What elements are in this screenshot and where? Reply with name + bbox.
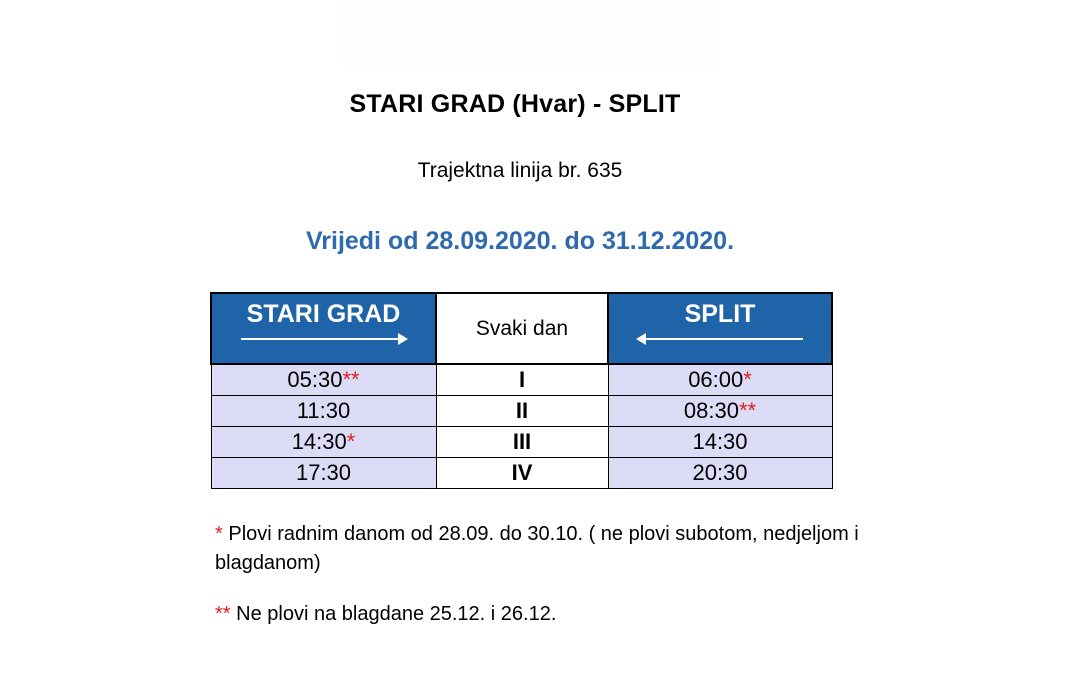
footnote-mark: * xyxy=(346,429,356,454)
departure-time: 05:30 xyxy=(287,367,343,392)
footnote-mark: * xyxy=(215,523,223,545)
table-row xyxy=(211,427,832,458)
footnote-single-star xyxy=(215,520,875,578)
trip-number: III xyxy=(436,427,608,458)
return-time-cell xyxy=(608,427,832,458)
footnote-text: Ne plovi na blagdane 25.12. i 26.12. xyxy=(236,603,557,625)
footnote-text: Plovi radnim danom od 28.09. do 30.10. ( ne plovi subotom, nedjeljom i blagdanom) xyxy=(215,523,859,574)
arrow-left-icon xyxy=(638,338,803,340)
departure-time-cell xyxy=(211,396,436,427)
timetable-header-row xyxy=(211,293,832,364)
footnote-double-star xyxy=(215,600,875,629)
trip-number: IV xyxy=(436,458,608,489)
return-time: 14:30 xyxy=(692,429,748,454)
return-time: 06:00 xyxy=(688,367,744,392)
trip-number: I xyxy=(436,364,608,396)
arrival-port-label: SPLIT xyxy=(684,300,756,328)
departure-time-cell xyxy=(211,458,436,489)
table-row xyxy=(211,458,832,489)
timetable xyxy=(210,292,833,489)
return-time-cell xyxy=(608,396,832,427)
logo-area xyxy=(342,0,716,66)
return-time-cell xyxy=(608,364,832,396)
validity-period: Vrijedi od 28.09.2020. do 31.12.2020. xyxy=(305,227,735,255)
departure-port-label: STARI GRAD xyxy=(246,300,401,328)
departure-time: 14:30 xyxy=(291,429,347,454)
departure-time-cell xyxy=(211,427,436,458)
route-title: STARI GRAD (Hvar) - SPLIT xyxy=(349,90,681,118)
departure-time-cell xyxy=(211,364,436,396)
footnote-mark: ** xyxy=(342,367,360,392)
table-row xyxy=(211,364,832,396)
departure-time: 11:30 xyxy=(296,398,351,423)
footnote-mark: * xyxy=(743,367,752,392)
arrow-right-icon xyxy=(241,338,406,340)
trip-number: II xyxy=(436,396,608,427)
return-time: 08:30 xyxy=(683,398,739,423)
departure-port-header xyxy=(211,293,436,364)
frequency-header: Svaki dan xyxy=(436,293,608,364)
arrival-port-header xyxy=(608,293,832,364)
departure-time: 17:30 xyxy=(295,460,352,485)
footnote-mark: ** xyxy=(215,603,231,625)
footnote-mark: ** xyxy=(738,398,757,423)
return-time-cell xyxy=(608,458,832,489)
table-row xyxy=(211,396,832,427)
return-time: 20:30 xyxy=(692,460,748,485)
line-number: Trajektna linija br. 635 xyxy=(417,159,623,182)
